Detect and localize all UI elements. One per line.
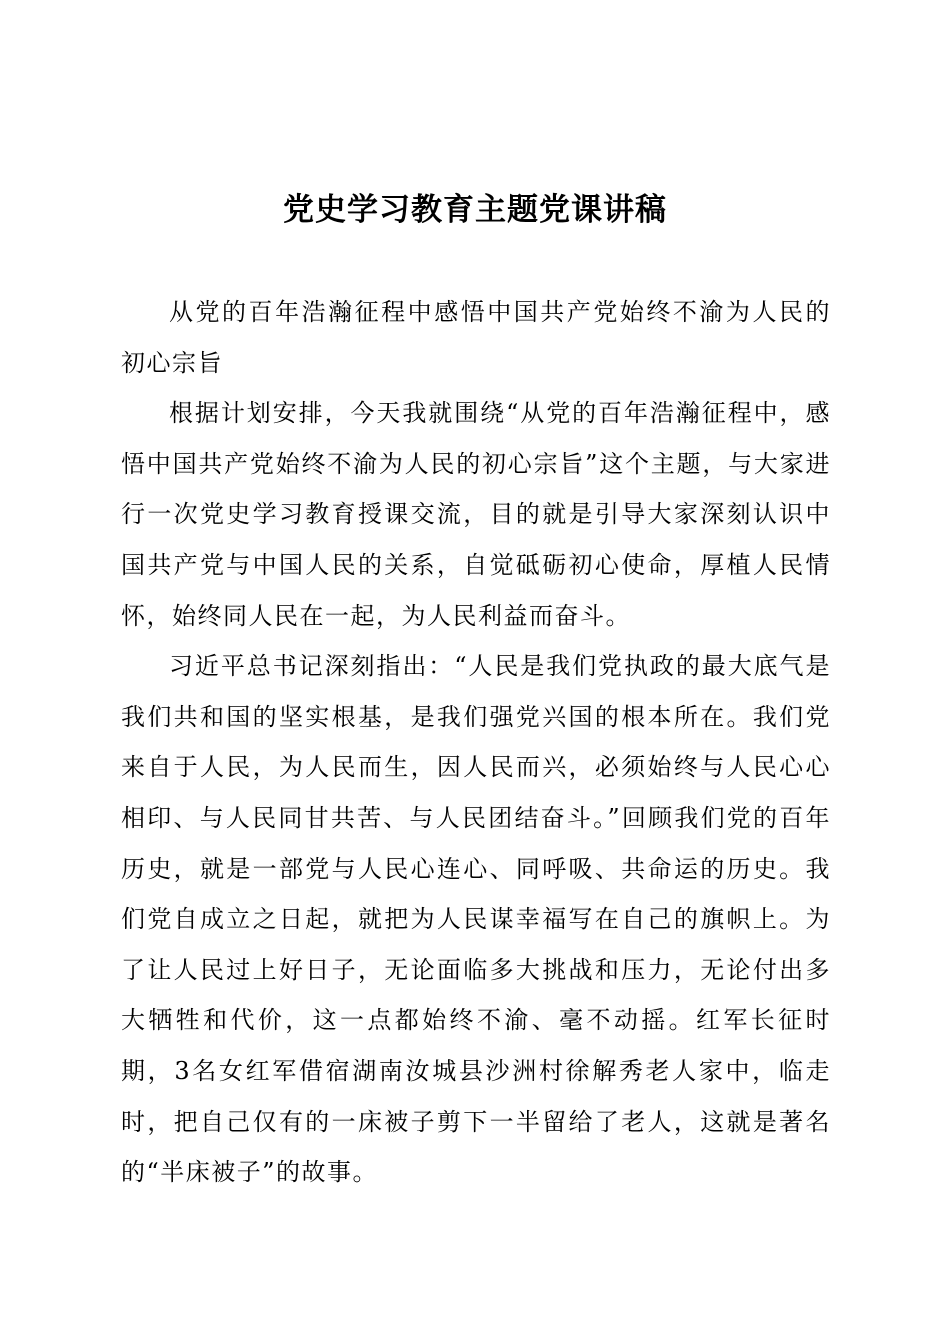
document-body	[121, 287, 831, 1198]
paragraph-intro: 根据计划安排，今天我就围绕“从党的百年浩瀚征程中，感悟中国共产党始终不渝为人民的初心宗旨”这个主题，与大家进行一次党史学习教育授课交流，目的就是引导大家深刻认识中国共产党与中国人民的关系，自觉砥砺初心使命，厚植人民情怀，始终同人民在一起，为人民利益而奋斗。	[121, 399, 831, 630]
document-title: 党史学习教育主题党课讲稿	[283, 192, 667, 228]
paragraph-subtitle: 从党的百年浩瀚征程中感悟中国共产党始终不渝为人民的初心宗旨	[121, 298, 831, 377]
paragraph-quote: 习近平总书记深刻指出：“人民是我们党执政的最大底气是我们共和国的坚实根基，是我们强党兴国的根本所在。我们党来自于人民，为人民而生，因人民而兴，必须始终与人民心心相印、与人民同甘共苦、与人民团结奋斗。”回顾我们党的百年历史，就是一部党与人民心连心、同呼吸、共命运的历史。我们党自成立之日起，就把为人民谋幸福写在自己的旗帜上。为了让人民过上好日子，无论面临多大挑战和压力，无论付出多大牺牲和代价，这一点都始终不渝、毫不动摇。红军长征时期，3名女红军借宿湖南汝城县沙洲村徐解秀老人家中，临走时，把自己仅有的一床被子剪下一半留给了老人，这就是著名的“半床被子”的故事。	[121, 652, 831, 1187]
